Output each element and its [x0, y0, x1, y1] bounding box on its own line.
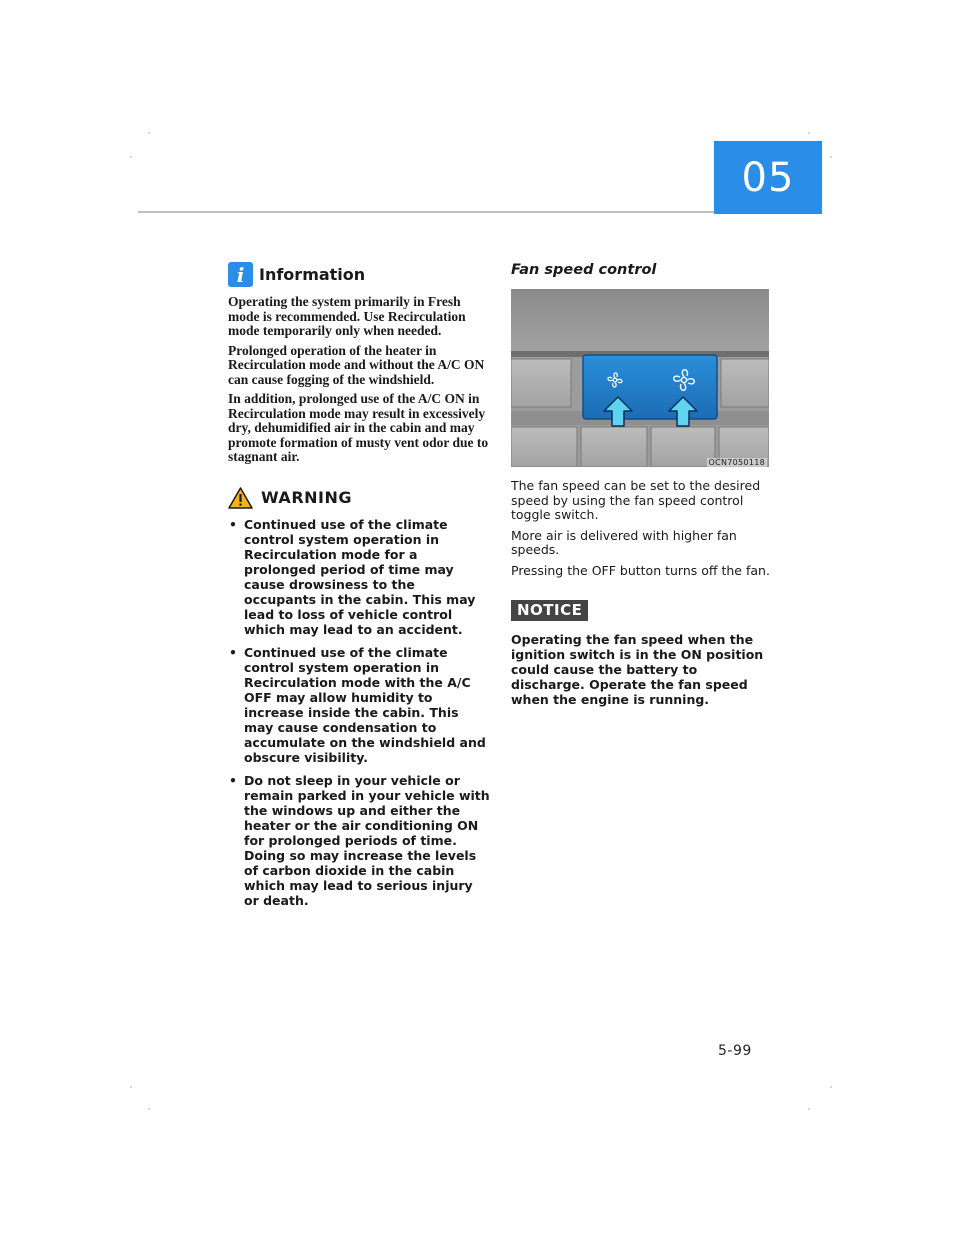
page-number: 5-99 [718, 1043, 752, 1059]
info-icon: i [228, 262, 253, 287]
fan-speed-switch-illustration [511, 289, 769, 467]
chapter-tab: 05 [714, 141, 822, 214]
fan-speed-paragraph: Pressing the OFF button turns off the fan. [511, 562, 770, 578]
warning-item: • Continued use of the climate control system operation in Recirculation mode with the A/C OFF may allow humidity to increase inside the cabin. This may cause condensation to accumulate on the windshield and obscure visibility. [229, 644, 486, 765]
crop-mark [130, 1086, 132, 1088]
crop-mark [148, 132, 150, 134]
warning-item-text: Do not sleep in your vehicle or remain parked in your vehicle with the windows up and either the heater or the air conditioning ON for prolonged periods of time. Doing so may increase the levels of carbon dioxide in the cabin which may lead to serious injury or death. [244, 772, 490, 908]
warning-triangle-icon [228, 487, 253, 509]
crop-mark [808, 1108, 810, 1110]
warning-item: • Continued use of the climate control system operation in Recirculation mode for a prolonged period of time may cause drowsiness to the occupants in the cabin. This may lead to loss of vehicle control which may lead to an accident. [229, 516, 476, 637]
right-column [511, 262, 771, 707]
fan-speed-paragraph: More air is delivered with higher fan speeds. [511, 527, 737, 557]
warning-item-text: Continued use of the climate control system operation in Recirculation mode for a prolonged period of time may cause drowsiness to the occupants in the cabin. This may lead to loss of vehicle control which may lead to an accident. [244, 516, 476, 637]
information-paragraph: Prolonged operation of the heater in Recirculation mode and without the A/C ON can cause fogging of the windshield. [228, 342, 485, 387]
notice-badge: NOTICE [511, 600, 588, 621]
information-paragraph: Operating the system primarily in Fresh mode is recommended. Use Recirculation mode temporarily only when needed. [228, 294, 466, 338]
left-column [228, 262, 490, 916]
fan-speed-section-title: Fan speed control [511, 262, 657, 278]
fan-speed-paragraph: The fan speed can be set to the desired speed by using the fan speed control toggle switch. [511, 478, 761, 522]
crop-mark [830, 156, 832, 158]
header-rule [138, 211, 714, 213]
crop-mark [148, 1108, 150, 1110]
notice-text: Operating the fan speed when the ignition switch is in the ON position could cause the battery to discharge. Operate the fan speed when the engine is running. [511, 632, 764, 707]
information-paragraph: In addition, prolonged use of the A/C ON in Recirculation mode may result in excessively dry, dehumidified air in the cabin and may promote formation of musty vent odor due to stagnant air. [228, 391, 489, 464]
warning-title: WARNING [261, 488, 352, 507]
information-header [228, 262, 490, 287]
warning-item-text: Continued use of the climate control system operation in Recirculation mode with the A/C OFF may allow humidity to increase inside the cabin. This may cause condensation to accumulate on the windshield and obscure visibility. [244, 644, 486, 765]
information-title: Information [259, 265, 366, 284]
warning-item: • Do not sleep in your vehicle or remain parked in your vehicle with the windows up and either the heater or the air conditioning ON for prolonged periods of time. Doing so may increase the levels of carbon dioxide in the cabin which may lead to serious injury or death. [229, 772, 490, 908]
fan-speed-figure [511, 289, 769, 467]
warning-header [228, 487, 490, 509]
crop-mark [808, 132, 810, 134]
crop-mark [830, 1086, 832, 1088]
warning-list [228, 517, 490, 908]
crop-mark [130, 156, 132, 158]
figure-code: OCN7050118 [708, 458, 765, 467]
